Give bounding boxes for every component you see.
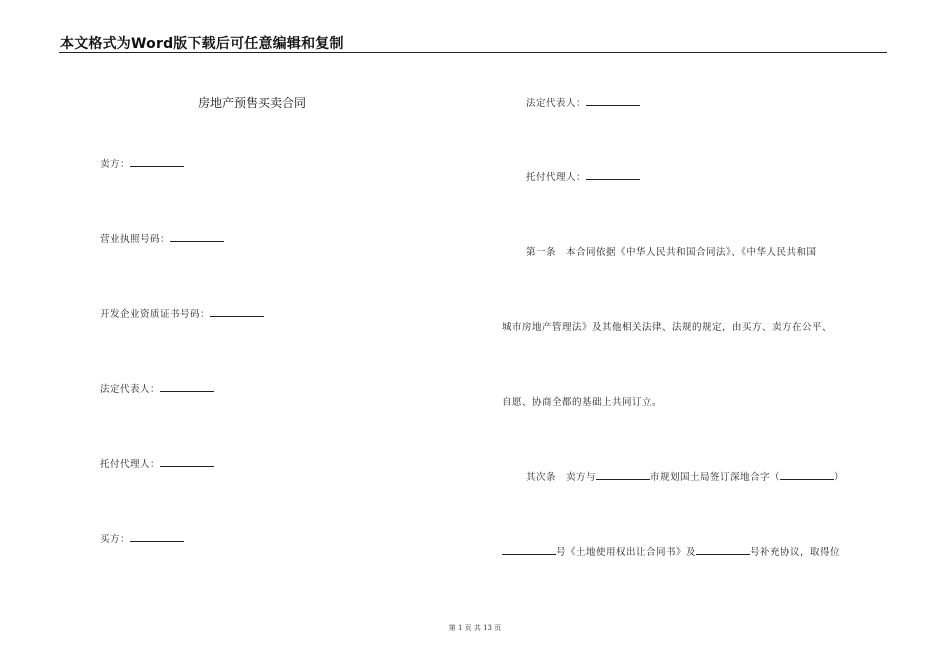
qualification-cert-label: 开发企业资质证书号码： [100,309,211,320]
seller-legal-rep-label: 法定代表人： [100,384,161,395]
article1-line3: 自愿、协商全都的基础上共同订立。 [502,397,663,408]
buyer-label: 买方： [100,534,131,545]
article2-blank-contract-no [780,470,834,480]
seller-agent-line [100,456,214,470]
seller-blank [130,157,184,167]
business-license-line [100,231,224,245]
page-header-title: 本文格式为Word版下载后可任意编辑和复制 [60,36,344,52]
buyer-agent-blank [586,170,640,180]
article2-blank-number [502,545,556,555]
seller-legal-rep-line [100,381,214,395]
article2-text-d: 号《土地使用权出让合同书》及 [556,547,697,558]
document-title: 房地产预售买卖合同 [198,96,307,110]
article2-blank-city [596,470,650,480]
article2-blank-supplement [696,545,750,555]
article1-line1: 第一条 本合同依据《中华人民共和国合同法》、《中华人民共和国 [526,247,817,258]
article2-text-e: 号补充协议，取得位 [750,547,841,558]
seller-line [100,156,184,170]
buyer-line [100,531,184,545]
buyer-legal-rep-blank [586,96,640,106]
buyer-legal-rep-line [526,95,640,109]
article2-line1 [526,469,844,483]
buyer-agent-label: 托付代理人： [526,172,587,183]
qualification-cert-line [100,306,264,320]
buyer-blank [130,532,184,542]
article2-line2 [502,544,840,558]
seller-legal-rep-blank [160,382,214,392]
header-divider [59,52,887,53]
seller-label: 卖方： [100,159,131,170]
article2-text-b: 市规划国土局签订深地合字（ [650,472,781,483]
seller-agent-label: 托付代理人： [100,459,161,470]
business-license-label: 营业执照号码： [100,234,171,245]
buyer-legal-rep-label: 法定代表人： [526,98,587,109]
qualification-cert-blank [210,307,264,317]
page-footer: 第 1 页 共 13 页 [448,624,502,632]
buyer-agent-line [526,169,640,183]
article2-text-a: 其次条 卖方与 [526,472,597,483]
article2-text-c: ） [834,472,845,483]
business-license-blank [170,232,224,242]
seller-agent-blank [160,457,214,467]
article1-line2: 城市房地产管理法》及其他相关法律、法规的规定，由买方、卖方在公平、 [502,322,833,333]
